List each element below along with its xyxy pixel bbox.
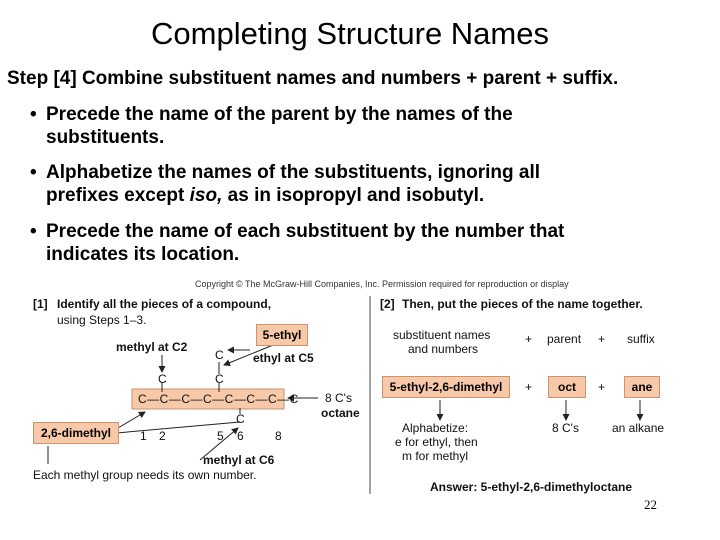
bullet-2-line1: Alphabetize the names of the substituents, ignoring all xyxy=(46,162,541,183)
methyl-c6-carbon: C xyxy=(236,412,245,426)
step-2-heading: Then, put the pieces of the name together. xyxy=(402,297,643,311)
plus-sign: + xyxy=(598,380,606,394)
label-ethyl-at-c5: ethyl at C5 xyxy=(253,351,314,365)
parent-note: 8 C's xyxy=(552,421,579,435)
locant-6: 6 xyxy=(237,429,244,443)
label-methyl-at-c2: methyl at C2 xyxy=(116,340,188,354)
page-number: 22 xyxy=(644,497,657,512)
bullet-dot: • xyxy=(30,221,37,242)
label-octane: octane xyxy=(321,406,360,420)
box-suffix-ane: ane xyxy=(624,376,660,398)
bullet-2-line2-em: iso, xyxy=(189,185,223,206)
label-8-cs: 8 C's xyxy=(325,391,352,405)
step-heading: Step [4] Combine substituent names and numbers + parent + suffix. xyxy=(7,68,619,89)
col-substituent-line1: substituent names xyxy=(393,328,491,342)
col-parent: parent xyxy=(547,332,582,346)
suffix-note: an alkane xyxy=(612,421,665,435)
arrow-dimethyl-c2 xyxy=(118,412,145,428)
bullet-1-line2: substituents. xyxy=(46,127,165,148)
box-5-ethyl: 5-ethyl xyxy=(256,324,308,346)
label-methyl-at-c6: methyl at C6 xyxy=(203,453,275,467)
answer-text: Answer: 5-ethyl-2,6-dimethyloctane xyxy=(430,480,633,494)
locant-8: 8 xyxy=(275,429,282,443)
copyright-notice: Copyright © The McGraw-Hill Companies, Inc. Permission required for reproduction or display xyxy=(195,279,569,289)
col-substituent-line2: and numbers xyxy=(408,342,479,356)
locant-5: 5 xyxy=(217,429,224,443)
bullet-2-line2-post: as in isopropyl and isobutyl. xyxy=(222,185,485,206)
alphabetize-line2: e for ethyl, then xyxy=(395,435,478,449)
bullet-3-line2: indicates its location. xyxy=(46,244,240,265)
page-title: Completing Structure Names xyxy=(151,16,549,51)
box-2-6-dimethyl: 2,6-dimethyl xyxy=(33,422,119,444)
step-1-heading-line1: Identify all the pieces of a compound, xyxy=(57,297,272,311)
step-1-heading-line2: using Steps 1–3. xyxy=(57,313,147,327)
bullet-dot: • xyxy=(30,104,37,125)
plus-sign: + xyxy=(525,380,533,394)
ethyl-carbon-bottom: C xyxy=(215,372,224,386)
box-substituent-names: 5-ethyl-2,6-dimethyl xyxy=(382,376,510,398)
locant-1: 1 xyxy=(140,429,147,443)
bullet-2-line2-pre: prefixes except xyxy=(46,185,190,206)
methyl-c2-carbon: C xyxy=(158,372,167,386)
bullet-dot: • xyxy=(30,162,37,183)
step-2-number: [2] xyxy=(380,297,395,311)
footnote-methyl: Each methyl group needs its own number. xyxy=(33,468,257,482)
step-1-number: [1] xyxy=(33,297,48,311)
plus-sign: + xyxy=(525,332,533,346)
bullet-3-line1: Precede the name of each substituent by the number that xyxy=(46,221,565,242)
bullet-1-line1: Precede the name of the parent by the names of the xyxy=(46,104,513,125)
box-parent-oct: oct xyxy=(548,376,586,398)
col-suffix: suffix xyxy=(627,332,655,346)
alphabetize-line3: m for methyl xyxy=(402,449,469,463)
carbon-chain: C—C—C—C—C—C—C—C xyxy=(138,392,299,406)
locant-2: 2 xyxy=(159,429,166,443)
alphabetize-line1: Alphabetize: xyxy=(402,421,469,435)
ethyl-carbon-top: C xyxy=(215,348,224,362)
plus-sign: + xyxy=(598,332,606,346)
